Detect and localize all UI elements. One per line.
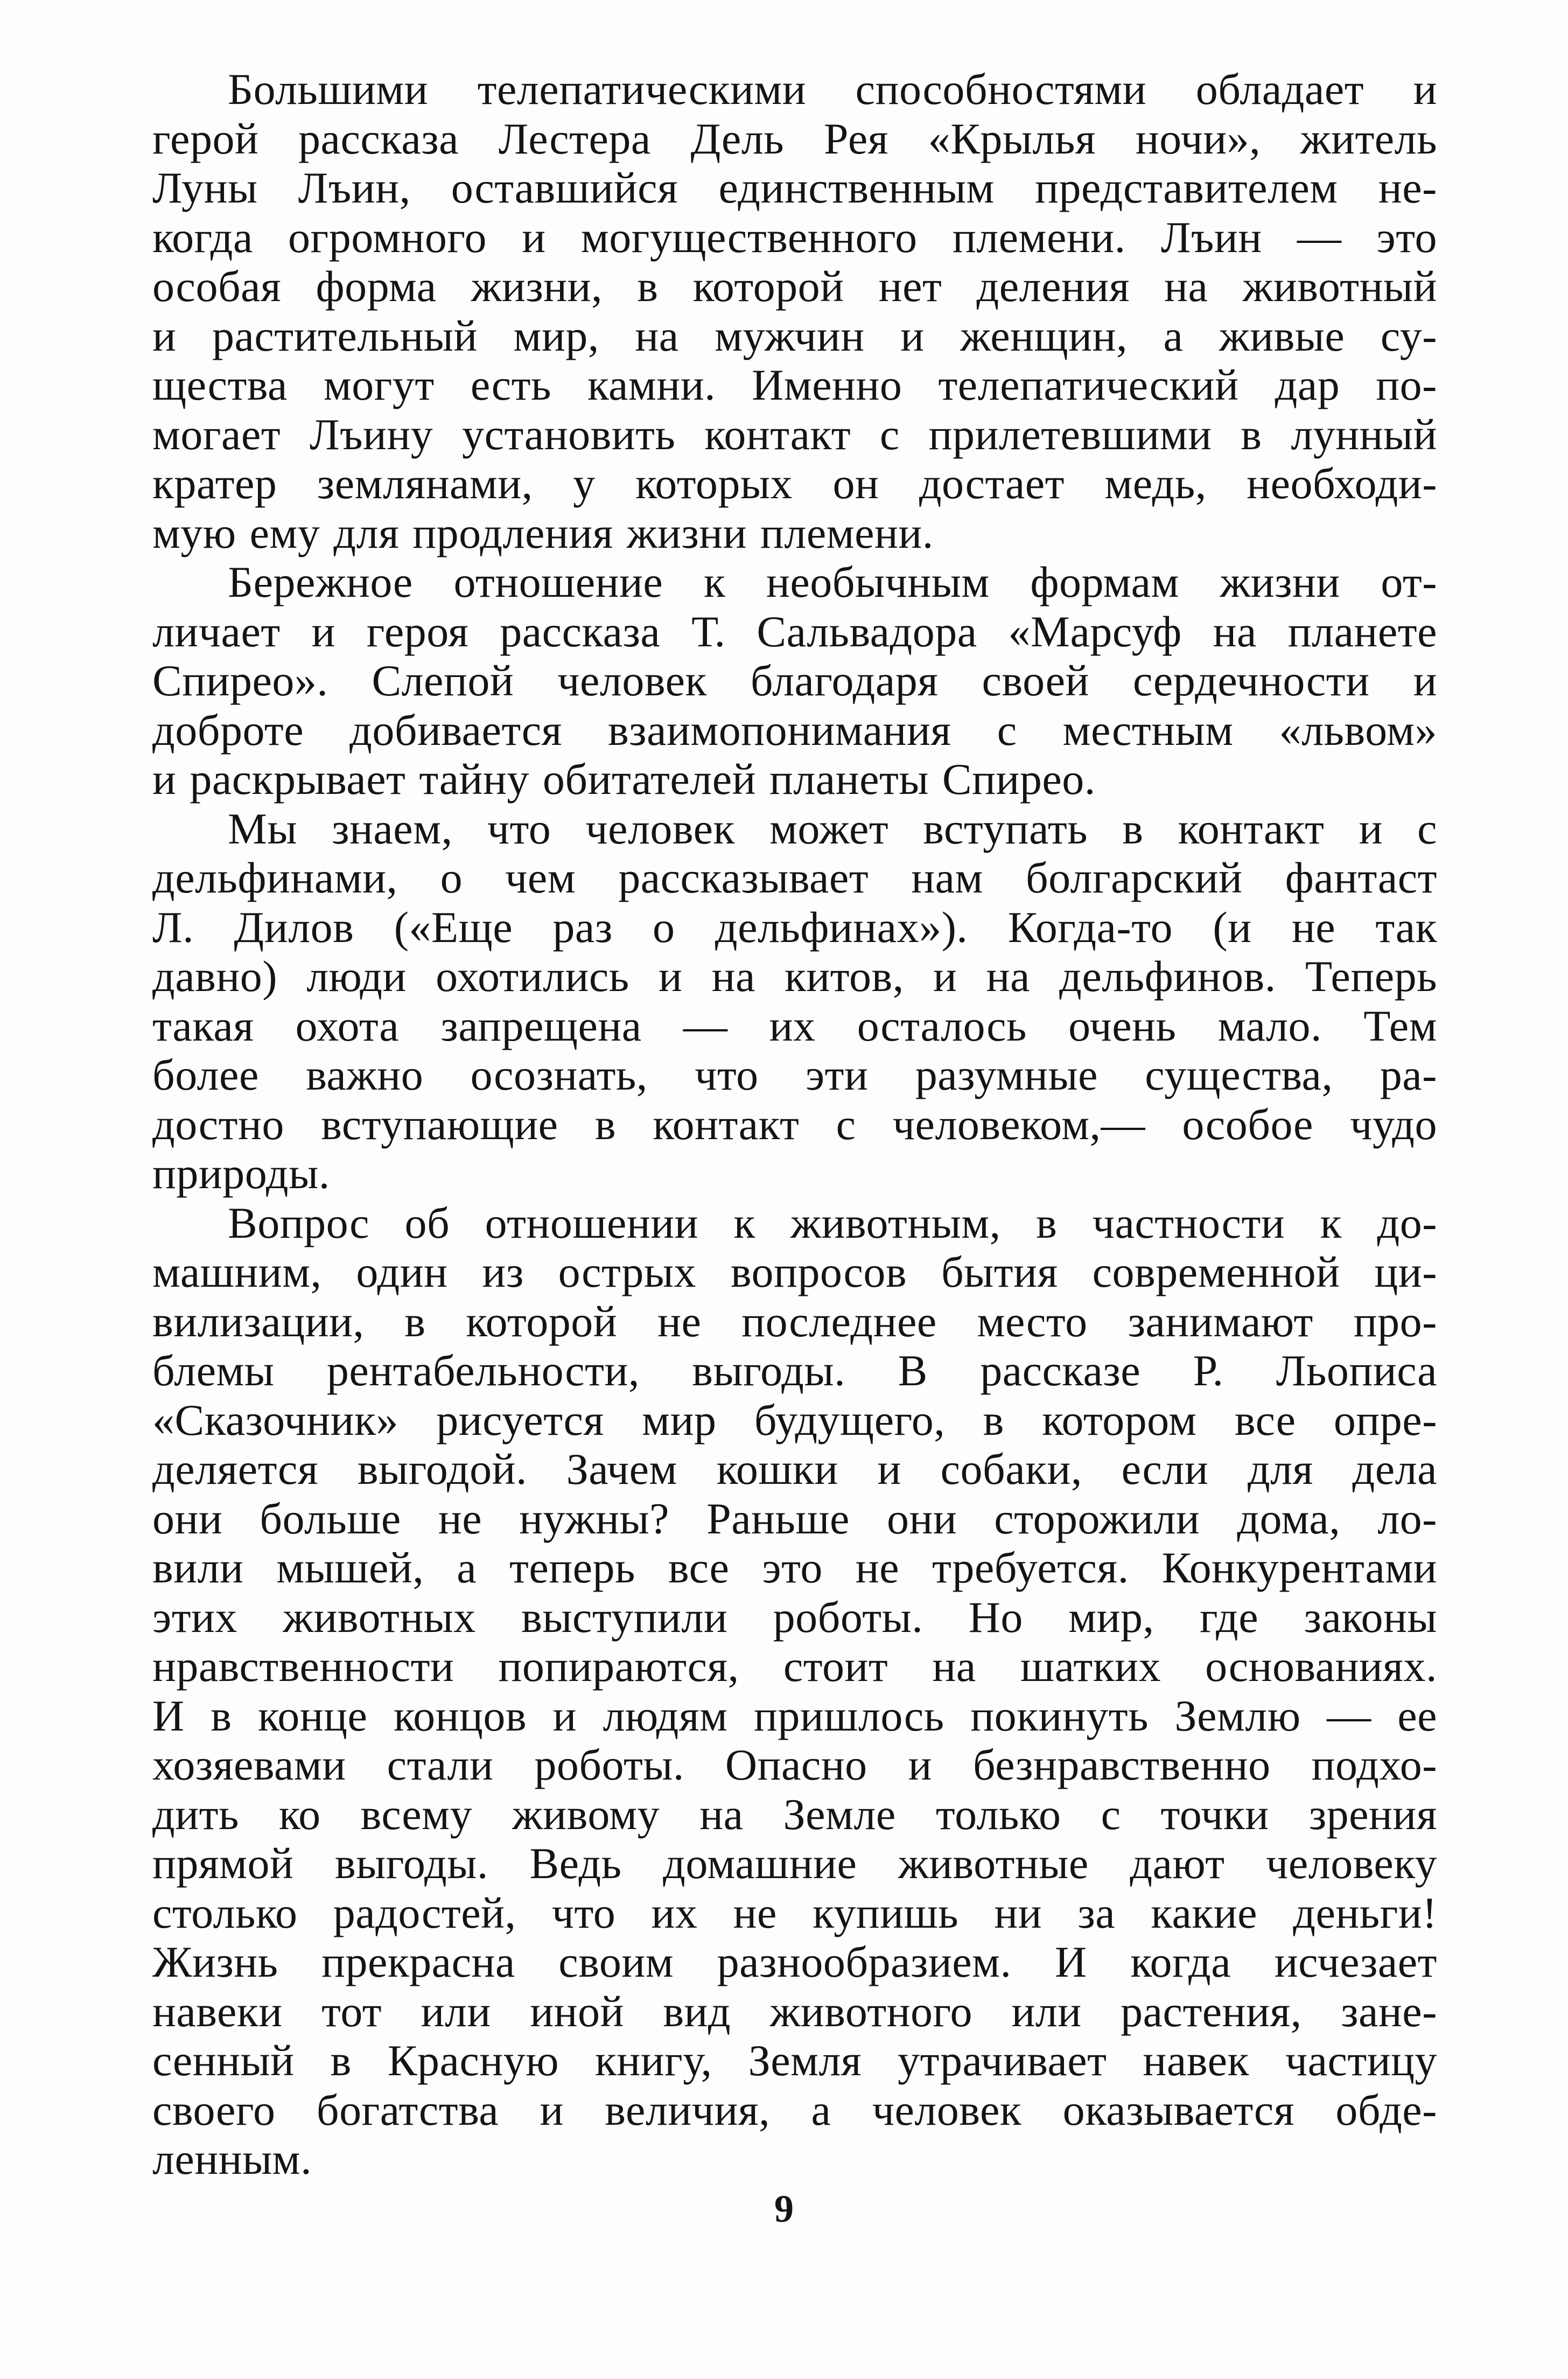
text-line: вилизации, в которой не последнее место занимают про- — [152, 1296, 1437, 1346]
text-line: И в конце концов и людям пришлось покинуть Землю — ее — [152, 1691, 1437, 1740]
paragraph-2 — [152, 557, 1437, 804]
text-line: прямой выгоды. Ведь домашние животные дают человеку — [152, 1839, 1437, 1888]
text-line: Бережное отношение к необычным формам жизни от- — [228, 557, 1437, 606]
text-line: хозяевами стали роботы. Опасно и безнравственно подхо- — [152, 1740, 1437, 1789]
text-line: более важно осознать, что эти разумные существа, ра- — [152, 1050, 1437, 1099]
text-line: такая охота запрещена — их осталось очень мало. Тем — [152, 1001, 1437, 1050]
text-line: особая форма жизни, в которой нет деления на животный — [152, 262, 1437, 311]
text-line: природы. — [152, 1149, 330, 1198]
text-line: Жизнь прекрасна своим разнообразием. И когда исчезает — [152, 1937, 1437, 1986]
text-line: кратер землянами, у которых он достает медь, необходи- — [152, 459, 1437, 508]
text-line: деляется выгодой. Зачем кошки и собаки, если для дела — [152, 1445, 1437, 1494]
text-line: вили мышей, а теперь все это не требуется. Конкурентами — [152, 1543, 1437, 1592]
text-line: дельфинами, о чем рассказывает нам болгарский фантаст — [152, 853, 1437, 902]
text-line: «Сказочник» рисуется мир будущего, в котором все опре- — [152, 1395, 1437, 1445]
text-line: блемы рентабельности, выгоды. В рассказе Р. Льописа — [152, 1346, 1437, 1395]
text-line: нравственности попираются, стоит на шатких основаниях. — [152, 1642, 1437, 1691]
text-line: столько радостей, что их не купишь ни за какие деньги! — [152, 1888, 1437, 1937]
text-line: достно вступающие в контакт с человеком,— особое чудо — [152, 1099, 1437, 1149]
text-line: ленным. — [152, 2134, 312, 2183]
text-line: Мы знаем, что человек может вступать в контакт и с — [228, 804, 1437, 853]
text-line: сенный в Красную книгу, Земля утрачивает навек частицу — [152, 2036, 1437, 2085]
text-line: когда огромного и могущественного племени. Лъин — это — [152, 212, 1437, 262]
text-line: Вопрос об отношении к животным, в частности к до- — [228, 1198, 1437, 1247]
text-line: мую ему для продления жизни племени. — [152, 508, 934, 557]
paragraph-1 — [152, 65, 1437, 557]
text-line: Л. Дилов («Еще раз о дельфинах»). Когда-то (и не так — [152, 902, 1437, 952]
text-line: дить ко всему живому на Земле только с точки зрения — [152, 1789, 1437, 1839]
text-line: личает и героя рассказа Т. Сальвадора «Марсуф на планете — [152, 606, 1437, 656]
text-line: щества могут есть камни. Именно телепатический дар по- — [152, 360, 1437, 409]
text-line: и растительный мир, на мужчин и женщин, а живые су- — [152, 311, 1437, 360]
text-line: Большими телепатическими способностями обладает и — [228, 65, 1437, 114]
text-line: Луны Лъин, оставшийся единственным представителем не- — [152, 163, 1437, 212]
text-line: своего богатства и величия, а человек оказывается обде- — [152, 2085, 1437, 2134]
page-number: 9 — [774, 2187, 794, 2230]
text-line: Спирео». Слепой человек благодаря своей сердечности и — [152, 656, 1437, 705]
text-line: машним, один из острых вопросов бытия современной ци- — [152, 1247, 1437, 1296]
paragraph-3 — [152, 804, 1437, 1198]
text-line: могает Лъину установить контакт с прилетевшими в лунный — [152, 409, 1437, 459]
text-line: герой рассказа Лестера Дель Рея «Крылья ночи», житель — [152, 114, 1437, 163]
text-line: они больше не нужны? Раньше они сторожили дома, ло- — [152, 1494, 1437, 1543]
text-line: доброте добивается взаимопонимания с местным «львом» — [152, 705, 1437, 755]
text-line: навеки тот или иной вид животного или растения, зане- — [152, 1986, 1437, 2036]
body-text — [152, 65, 1437, 2184]
paragraph-4 — [152, 1198, 1437, 2184]
text-line: этих животных выступили роботы. Но мир, где законы — [152, 1592, 1437, 1642]
text-line: давно) люди охотились и на китов, и на дельфинов. Теперь — [152, 952, 1437, 1001]
text-line: и раскрывает тайну обитателей планеты Спирео. — [152, 755, 1096, 804]
